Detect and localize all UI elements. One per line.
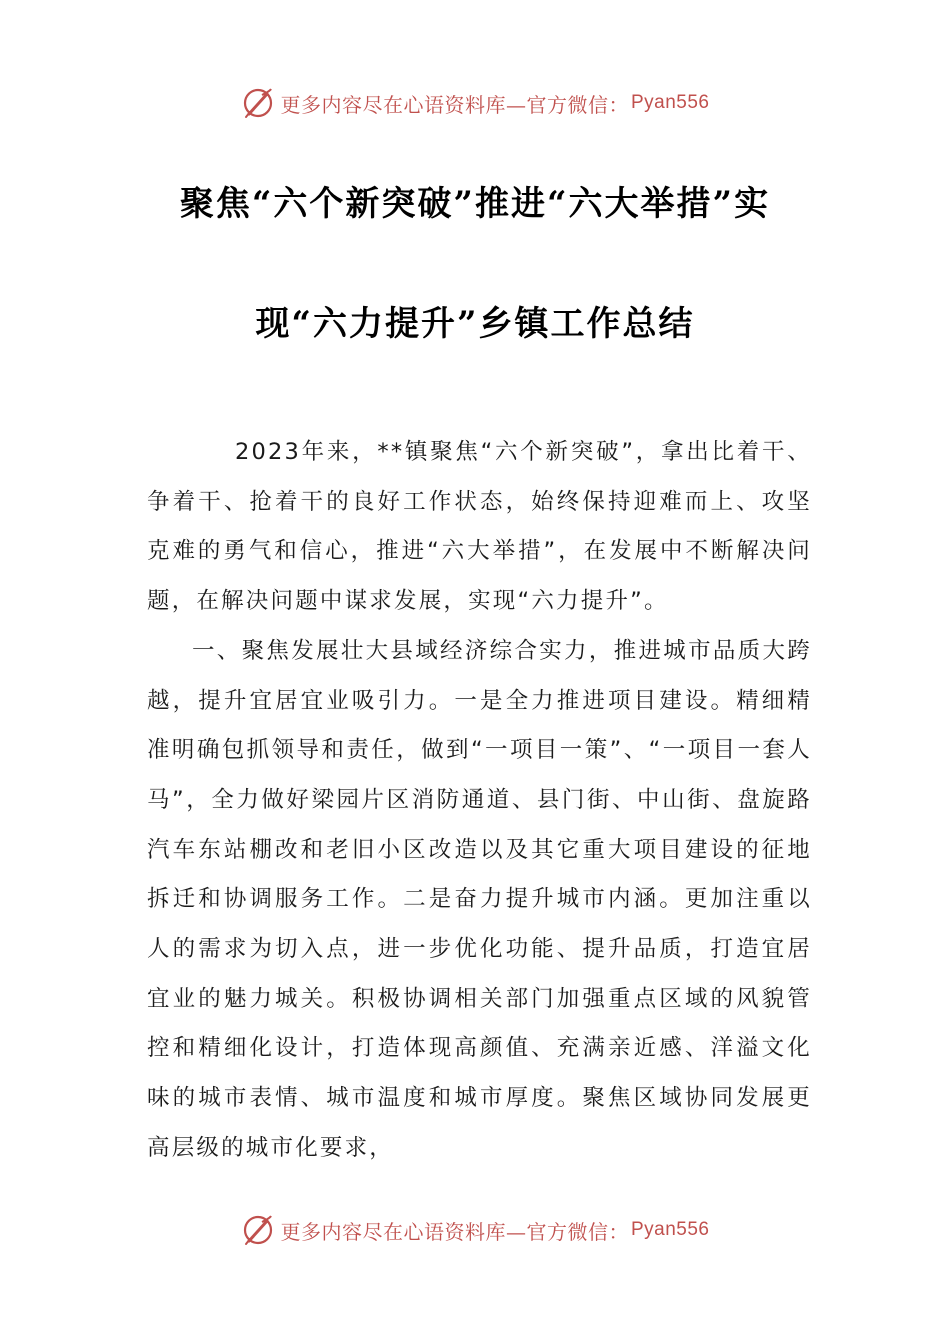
pen-circle-icon [240, 1212, 276, 1248]
body-paragraph-2: 一、聚焦发展壮大县域经济综合实力，推进城市品质大跨越，提升宜居宜业吸引力。一是全力推进项目建设。精细精准明确包抓领导和责任，做到“一项目一策”、“一项目一套人马”，全力做好梁园片区消防通道、县门街、中山街、盘旋路汽车东站棚改和老旧小区改造以及其它重大项目建设的征地拆迁和协调服务工作。二是奋力提升城市内涵。更加注重以人的需求为切入点，进一步优化功能、提升品质，打造宜居宜业的魅力城关。积极协调相关部门加强重点区域的风貌管控和精细化设计，打造体现高颜值、充满亲近感、洋溢文化味的城市表情、城市温度和城市厚度。聚焦区域协同发展更高层级的城市化要求， [147, 637, 812, 1161]
footer-banner-text: 更多内容尽在心语资料库—官方微信： [280, 1219, 629, 1244]
header-banner-wechat-id: Pyan556 [630, 92, 710, 113]
footer-banner [0, 1210, 950, 1250]
footer-banner-wechat-id: Pyan556 [630, 1219, 710, 1240]
document-title-line-1: 聚焦“六个新突破”推进“六大举措”实 [179, 184, 771, 224]
document-body [147, 428, 812, 1174]
pen-circle-icon [240, 85, 276, 121]
header-banner [0, 83, 950, 123]
header-banner-text: 更多内容尽在心语资料库—官方微信： [280, 92, 629, 117]
body-paragraph-1: 2023年来，**镇聚焦“六个新突破”，拿出比着干、争着干、抢着干的良好工作状态，始终保持迎难而上、攻坚克难的勇气和信心，推进“六大举措”，在发展中不断解决问题，在解决问题中谋求发展，实现“六力提升”。 [147, 439, 812, 615]
document-title-line-2: 现“六力提升”乡镇工作总结 [255, 304, 695, 344]
